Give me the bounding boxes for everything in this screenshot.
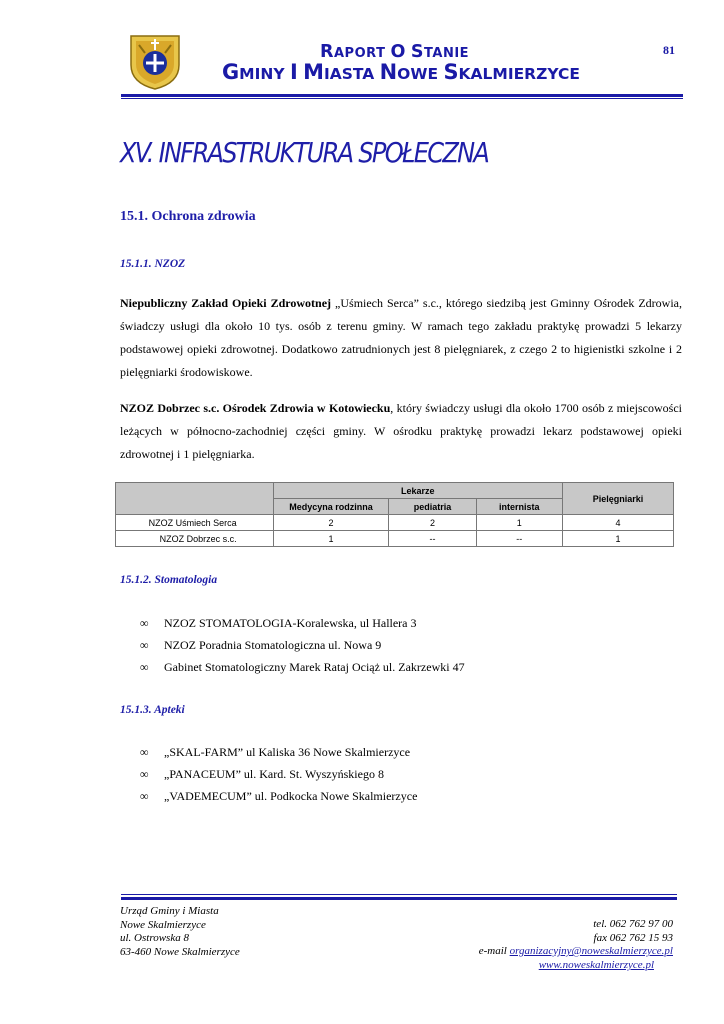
dental-list <box>140 612 465 678</box>
table-row <box>116 531 674 547</box>
subsection-nzoz-title: 15.1.1. NZOZ <box>120 258 186 270</box>
subsection-pharmacies-title: 15.1.3. Apteki <box>120 704 185 716</box>
table-cell: 2 <box>273 515 389 531</box>
list-item <box>140 656 465 678</box>
list-item <box>140 741 417 763</box>
table-row <box>116 515 674 531</box>
header-rule-thick <box>121 94 683 97</box>
footer-website <box>390 959 654 973</box>
table-cell: 1 <box>273 531 389 547</box>
footer-address-line: ul. Ostrowska 8 <box>120 932 189 944</box>
list-item <box>140 763 417 785</box>
pharmacies-list <box>140 741 417 807</box>
footer-address-line: 63-460 Nowe Skalmierzyce <box>120 945 240 958</box>
list-item-text: „PANACEUM” ul. Kard. St. Wyszyńskiego 8 <box>164 767 384 781</box>
table-cell: 4 <box>562 515 673 531</box>
footer-fax: fax 062 762 15 93 <box>593 931 673 944</box>
footer-address <box>120 905 240 959</box>
paragraph-text: „Uśmiech Serca” s.c., którego siedzibą jest Gminny Ośrodek Zdrowia, świadczy usługi dla około 10 tys. osób z terenu gminy. W ramach tego zakładu praktykę prowadzi 5 lekarzy podstawowej opieki zdrowotnej. Dodatkowo zatrudnionych jest 8 pielęgniarek, z czego 2 to higienistki szkolne i 2 pielęgniarki środowiskowe. <box>120 296 683 379</box>
table-cell: 1 <box>476 515 562 531</box>
subsection-dental-title: 15.1.2. Stomatologia <box>120 574 218 586</box>
bullet-icon: ∞ <box>140 789 149 803</box>
table-cell: -- <box>389 531 476 547</box>
bullet-icon: ∞ <box>140 745 149 759</box>
list-item-text: NZOZ STOMATOLOGIA-Koralewska, ul Hallera 3 <box>164 616 417 630</box>
footer-phone: tel. 062 762 97 00 <box>593 918 673 930</box>
list-item-text: „VADEMECUM” ul. Podkocka Nowe Skalmierzyce <box>164 789 418 803</box>
table-header-internist: internista <box>476 499 562 515</box>
report-title-text: GMINY I MIASTA NOWE SKALMIERZYCE <box>222 60 580 84</box>
footer-address-line: Nowe Skalmierzyce <box>120 918 206 931</box>
chapter-title: XV. INFRASTRUKTURA SPOŁECZNA <box>120 136 489 169</box>
paragraph-usmiech-serca <box>120 292 682 384</box>
bullet-icon: ∞ <box>140 616 149 630</box>
table-row-label: NZOZ Dobrzec s.c. <box>116 531 274 547</box>
table-header-pediatrics: pediatria <box>389 499 476 515</box>
report-title-text: RAPORT O STANIE <box>320 42 470 62</box>
table-row-label: NZOZ Uśmiech Serca <box>116 515 274 531</box>
list-item <box>140 785 417 807</box>
list-item <box>140 634 465 656</box>
table-group-header: Lekarze <box>273 483 562 499</box>
paragraph-bold-lead: Niepubliczny Zakład Opieki Zdrowotnej <box>120 296 332 310</box>
paragraph-dobrzec <box>120 397 682 466</box>
list-item-text: Gabinet Stomatologiczny Marek Rataj Ociąż ul. Zakrzewki 47 <box>164 660 465 674</box>
table-corner-cell <box>116 483 274 515</box>
coat-of-arms-logo <box>127 33 183 91</box>
table-header-family: Medycyna rodzinna <box>273 499 389 515</box>
footer-email-line <box>390 945 673 959</box>
header-rule-thin <box>121 98 683 99</box>
footer-rule-thick <box>121 897 677 900</box>
staff-table <box>115 482 674 547</box>
bullet-icon: ∞ <box>140 660 149 674</box>
paragraph-bold-lead: NZOZ Dobrzec s.c. Ośrodek Zdrowia w Kotowiecku <box>120 401 391 415</box>
footer-rule-thin <box>121 894 677 895</box>
list-item-text: „SKAL-FARM” ul Kaliska 36 Nowe Skalmierzyce <box>164 745 411 759</box>
table-cell: 2 <box>389 515 476 531</box>
bullet-icon: ∞ <box>140 638 149 652</box>
list-item-text: NZOZ Poradnia Stomatologiczna ul. Nowa 9 <box>164 638 382 652</box>
bullet-icon: ∞ <box>140 767 149 781</box>
website-link[interactable]: www.noweskalmierzyce.pl <box>538 959 654 971</box>
report-title-line2 <box>222 60 580 84</box>
footer-contact <box>390 918 673 959</box>
email-link[interactable]: organizacyjny@noweskalmierzyce.pl <box>509 945 673 957</box>
table-header-nurses: Pielęgniarki <box>562 483 673 515</box>
paragraph-text: , który świadczy usługi dla około 1700 osób z miejscowości leżących w północno-zachodniej części gminy. W ośrodku praktykę prowadzi lekarz podstawowej opieki zdrowotnej i 1 pielęgniarka. <box>120 401 682 461</box>
page-number: 81 <box>663 43 675 57</box>
report-title-line1 <box>320 42 469 62</box>
table-cell: -- <box>476 531 562 547</box>
section-title: 15.1. Ochrona zdrowia <box>120 209 256 224</box>
footer-address-line: Urząd Gminy i Miasta <box>120 905 219 917</box>
footer-email-label: e-mail <box>478 945 510 957</box>
table-cell: 1 <box>562 531 673 547</box>
list-item <box>140 612 465 634</box>
